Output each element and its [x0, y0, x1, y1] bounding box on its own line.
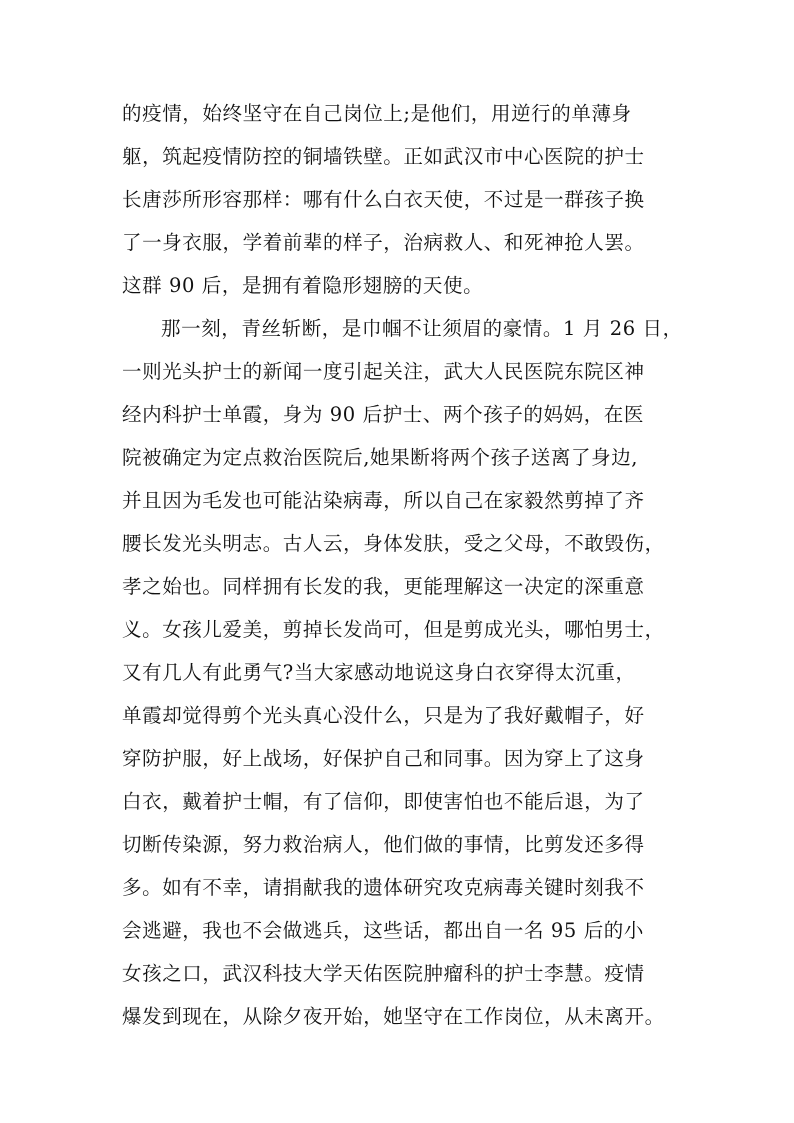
text-line: 又有几人有此勇气?当大家感动地说这身白衣穿得太沉重，: [122, 661, 636, 684]
text-line: 爆发到现在，从除夕夜开始，她坚守在工作岗位，从未离开。: [122, 1005, 665, 1028]
text-line: 会逃避，我也不会做逃兵，这些话，都出自一名 95 后的小: [122, 919, 645, 942]
text-line: 这群 90 后，是拥有着隐形翅膀的天使。: [122, 274, 484, 297]
text-line: 一则光头护士的新闻一度引起关注，武大人民医院东院区神: [122, 360, 645, 383]
text-line: 腰长发光头明志。古人云，身体发肤，受之父母，不敢毁伤，: [122, 532, 665, 555]
text-line: 多。如有不幸，请捐献我的遗体研究攻克病毒关键时刻我不: [122, 876, 645, 899]
text-line: 院被确定为定点救治医院后,她果断将两个孩子送离了身边,: [122, 446, 639, 469]
text-line: 躯，筑起疫情防控的铜墙铁壁。正如武汉市中心医院的护士: [122, 145, 645, 168]
text-line: 并且因为毛发也可能沾染病毒，所以自己在家毅然剪掉了齐: [122, 489, 645, 512]
text-line: 孝之始也。同样拥有长发的我，更能理解这一决定的深重意: [122, 575, 645, 598]
text-line: 义。女孩儿爱美，剪掉长发尚可，但是剪成光头，哪怕男士，: [122, 618, 665, 641]
text-line: 女孩之口，武汉科技大学天佑医院肿瘤科的护士李慧。疫情: [122, 962, 645, 985]
text-line: 长唐莎所形容那样：哪有什么白衣天使，不过是一群孩子换: [122, 188, 645, 211]
text-line: 白衣，戴着护士帽，有了信仰，即使害怕也不能后退，为了: [122, 790, 645, 813]
text-line: 了一身衣服，学着前辈的样子，治病救人、和死神抢人罢。: [122, 231, 645, 254]
text-line: 切断传染源，努力救治病人，他们做的事情，比剪发还多得: [122, 833, 645, 856]
text-line: 的疫情，始终坚守在自己岗位上;是他们，用逆行的单薄身: [122, 102, 632, 125]
text-line: 单霞却觉得剪个光头真心没什么，只是为了我好戴帽子，好: [122, 704, 645, 727]
text-line: 经内科护士单霞，身为 90 后护士、两个孩子的妈妈，在医: [122, 403, 645, 426]
text-line: 那一刻，青丝斩断，是巾帼不让须眉的豪情。1 月 26 日，: [161, 317, 683, 340]
text-line: 穿防护服，好上战场，好保护自己和同事。因为穿上了这身: [122, 747, 645, 770]
